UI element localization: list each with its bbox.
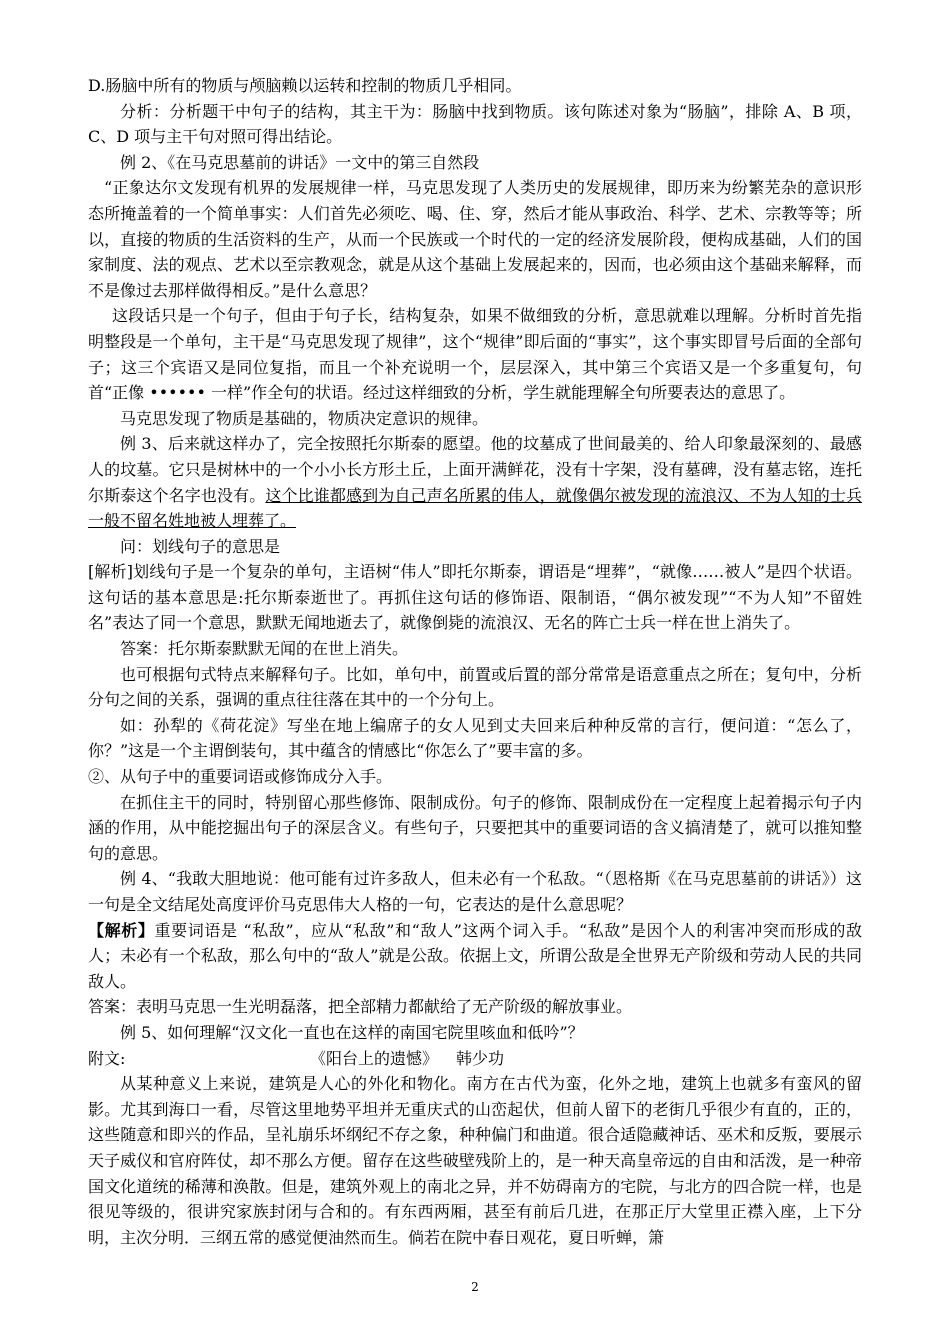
attachment-author: 韩少功 (456, 1048, 505, 1068)
analysis-paragraph: 分析：分析题干中句子的结构，其主干为：肠脑中找到物质。该句陈述对象为“肠脑”，排除 A、B 项，C、D 项与主干句对照可得出结论。 (88, 101, 862, 147)
attachment-title: 《阳台上的遗憾》 (310, 1048, 439, 1068)
example-2-heading: 例 2、《在马克思墓前的讲话》一文中的第三自然段 (120, 152, 480, 172)
lotus-example: 如：孙犁的《荷花淀》写坐在地上编席子的女人见到丈夫回来后种种反常的言行，便问道：“怎么了，你？”这是一个主谓倒装句，其中蕴含的情感比“你怎么了”要丰富的多。 (88, 715, 862, 761)
section-heading-2: ②、从句子中的重要词语或修饰成分入手。 (88, 767, 393, 787)
option-d: D.肠脑中所有的物质与颅脑赖以运转和控制的物质几乎相同。 (88, 76, 522, 95)
example-3-answer: 答案：托尔斯泰默默无闻的在世上消失。 (120, 639, 409, 659)
analysis-label: 【解析】 (88, 920, 155, 940)
example-3-analysis: [解析]划线句子是一个复杂的单句，主语树“伟人”即托尔斯泰，谓语是“埋葬”，“就像……被人”是四个状语。这句话的基本意思是:托尔斯泰逝世了。再抓住这句话的修饰语、限制语，“偶尔被发现”“不为人知”不留姓名”表达了同一个意思，默默无闻地逝去了，就像倒毙的流浪汉、无名的阵亡士兵一样在世上消失了。 (88, 562, 862, 633)
attachment-label: 附文: (88, 1048, 126, 1068)
underlined-sentence: 这个比谁都感到为自己声名所累的伟人，就像偶尔被发现的流浪汉、不为人知的士兵一般不留名姓地被人埋葬了。 (88, 485, 862, 531)
modifier-paragraph: 在抓住主干的同时，特别留心那些修饰、限制成份。句子的修饰、限制成份在一定程度上起着揭示句子内涵的作用，从中能挖掘出句子的深层含义。有些句子，只要把其中的重要词语的含义搞清楚了，就可以推知整句的意思。 (88, 792, 862, 863)
page-number: 2 (471, 1280, 479, 1294)
example-5-heading: 例 5、如何理解“汉文化一直也在这样的南国宅院里咳血和低吟”？ (120, 1022, 584, 1042)
page-content (88, 73, 862, 1250)
example-2-answer: 马克思发现了物质是基础的，物质决定意识的规律。 (120, 408, 489, 428)
example-3-paragraph (88, 431, 862, 533)
example-3-text: 例 3、后来就这样办了，完全按照托尔斯泰的愿望。他的坟墓成了世间最美的、给人印象最深刻的、最感人的坟墓。它只是树林中的一个小小长方形土丘，上面开满鲜花，没有十字架，没有墓碑，没有墓志铭，连托尔斯泰这个名字也没有。 (88, 434, 862, 505)
essay-paragraph: 从某种意义上来说，建筑是人心的外化和物化。南方在古代为蛮，化外之地，建筑上也就多有蛮风的留影。尤其到海口一看，尽管这里地势平坦并无重庆式的山峦起伏，但前人留下的老街几乎很少有直的，正的，这些随意和即兴的作品，呈礼崩乐坏纲纪不存之象，种种偏门和曲道。很合适隐藏神话、巫术和反叛，要展示天子威仪和官府阵仗，却不那么方便。留存在这些破壁残阶上的，是一种天高皇帝远的自由和活泼，是一种帝国文化道统的稀薄和涣散。但是，建筑外观上的南北之异，并不妨碍南方的宅院，与北方的四合院一样，也是很见等级的，很讲究家族封闭与合和的。有东西两厢，甚至有前后几进，在那正厅大堂里正襟入座，上下分明，主次分明．三纲五常的感觉便油然而生。倘若在院中春日观花，夏日听蝉，箫 (88, 1074, 862, 1247)
sentence-pattern-paragraph: 也可根据句式特点来解释句子。比如，单句中，前置或后置的部分常常是语意重点之所在；复句中，分析分句之间的关系，强调的重点往往落在其中的一个分句上。 (88, 664, 862, 710)
example-4-paragraph: 例 4、“我敢大胆地说：他可能有过许多敌人，但未必有一个私敌。“（恩格斯《在马克思墓前的讲话》）这一句是全文结尾处高度评价马克思伟大人格的一句，它表达的是什么意思呢？ (88, 869, 862, 914)
attachment-line (88, 1046, 862, 1072)
example-3-question: 问：划线句子的意思是 (120, 536, 281, 556)
example-4-answer: 答案：表明马克思一生光明磊落，把全部精力都献给了无产阶级的解放事业。 (88, 997, 633, 1017)
analysis-text: 重要词语是 “私敌”，应从“私敌”和“敌人”这两个词入手。“私敌”是因个人的利害冲突而形成的敌人；未必有一个私敌，那么句中的“敌人”就是公敌。依据上文，所谓公敌是全世界无产阶级和劳动人民的共同敌人。 (88, 920, 862, 991)
example-2-quote: “正象达尔文发现有机界的发展规律一样，马克思发现了人类历史的发展规律，即历来为纷繁芜杂的意识形态所掩盖着的一个简单事实：人们首先必须吃、喝、住、穿，然后才能从事政治、科学、艺术、宗教等等；所以，直接的物质的生活资料的生产，从而一个民族或一个时代的一定的经济发展阶段，便构成基础，人们的国家制度、法的观点、艺术以至宗教观念，就是从这个基础上发展起来的，因而，也必须由这个基础来解释，而不是像过去那样做得相反。”是什么意思？ (88, 178, 862, 300)
example-4-analysis (88, 918, 862, 995)
example-2-analysis: 这段话只是一个句子，但由于句子长，结构复杂，如果不做细致的分析，意思就难以理解。分析时首先指明整段是一个单句，主干是“马克思发现了规律”，这个“规律”即后面的“事实”，这个事实即冒号后面的全部句子；这三个宾语又是同位复指，而且一个补充说明一个，层层深入，其中第三个宾语又是一个多重复句，句首“正像 •••••• 一样”作全句的状语。经过这样细致的分析，学生就能理解全句所要表达的意思了。 (88, 306, 862, 403)
